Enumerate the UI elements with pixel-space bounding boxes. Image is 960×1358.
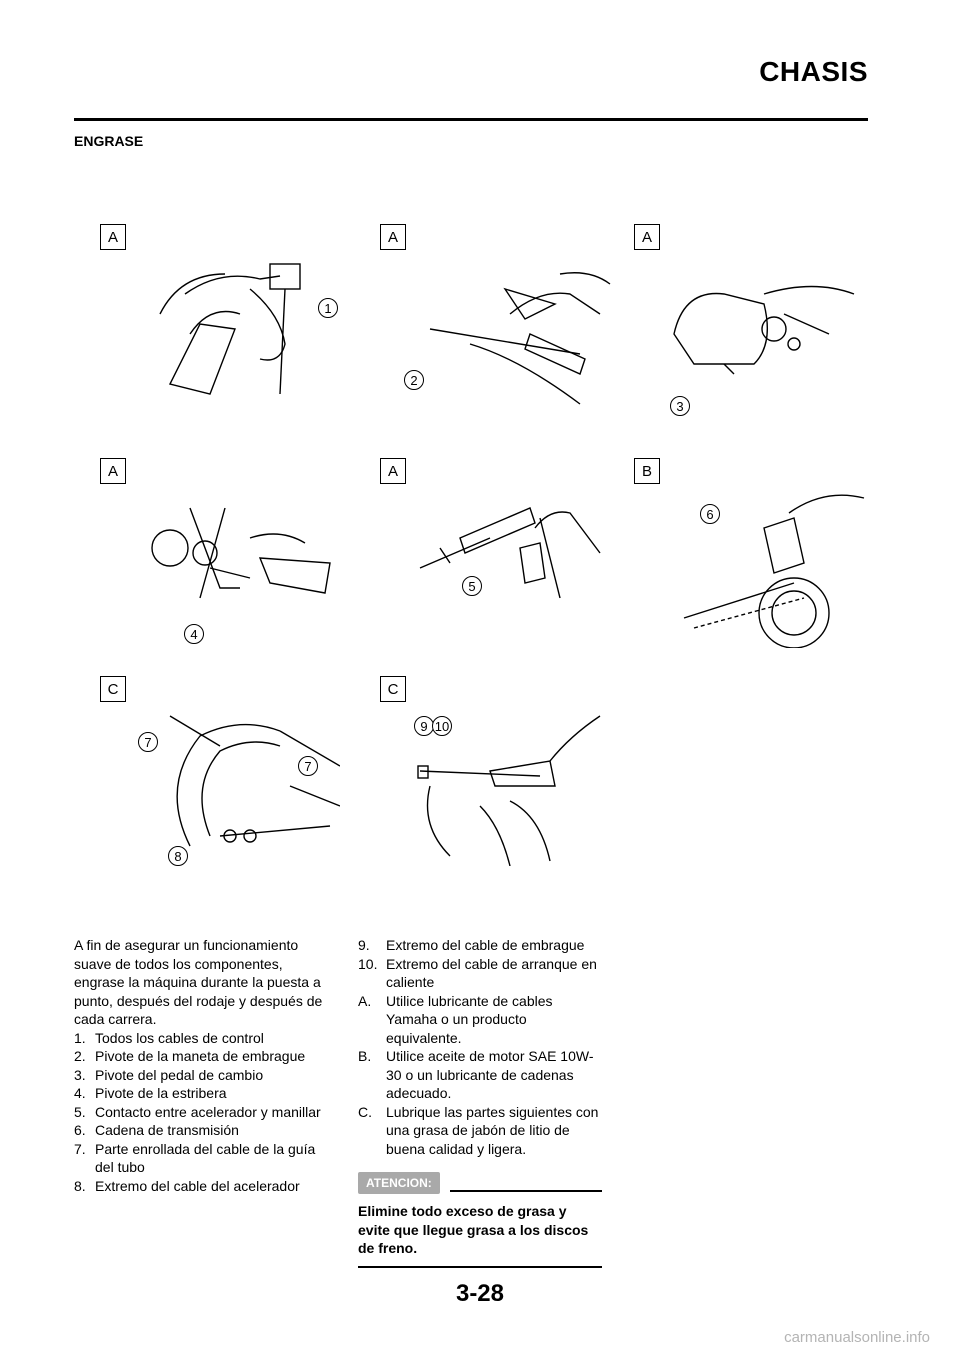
callout-6: 6 xyxy=(700,504,720,524)
figure-3 xyxy=(634,224,874,424)
page-header-title: CHASIS xyxy=(759,56,868,87)
callout-4: 4 xyxy=(184,624,204,644)
callout-9: 9 xyxy=(414,716,434,736)
list-item: A. Utilice lubricante de cables Yamaha o un producto equivalente. xyxy=(358,992,553,1046)
figure-label: A xyxy=(634,224,660,250)
list-item: 4. Pivote de la estribera xyxy=(74,1085,227,1101)
text-column-left xyxy=(74,936,336,1195)
header-rule xyxy=(74,118,868,121)
callout-8: 8 xyxy=(168,846,188,866)
illustration-clutch-lever xyxy=(410,234,620,414)
list-item: 1. Todos los cables de control xyxy=(74,1029,264,1046)
list-item: 7. Parte enrollada del cable de la guía del tubo xyxy=(74,1140,316,1175)
callout-1: 1 xyxy=(318,298,338,318)
figure-label: B xyxy=(634,458,660,484)
figure-label: C xyxy=(100,676,126,702)
section-title: ENGRASE xyxy=(74,133,144,149)
text-column-middle xyxy=(358,936,602,1268)
caution-text: Elimine todo exceso de grasa y evite que llegue grasa a los discos de freno. xyxy=(358,1203,589,1256)
illustration-throttle-grip xyxy=(410,468,620,648)
figure-1 xyxy=(100,224,340,424)
page-number: 3-28 xyxy=(455,1280,505,1307)
list-item: B. Utilice aceite de motor SAE 10W-30 o un lubricante de cadenas adecuado. xyxy=(358,1048,594,1101)
figure-5 xyxy=(380,458,620,658)
callout-7b: 7 xyxy=(298,756,318,776)
watermark: carmanualsonline.info xyxy=(784,1329,930,1346)
list-item: 3. Pivote del pedal de cambio xyxy=(74,1066,264,1083)
callout-3: 3 xyxy=(670,396,690,416)
figure-label: A xyxy=(380,458,406,484)
figure-6 xyxy=(634,458,874,658)
illustration-shift-pedal xyxy=(664,234,874,414)
callout-7a: 7 xyxy=(138,732,158,752)
list-item: C. Lubrique las partes siguientes con una grasa de jabón de litio de buena calidad y ligera. xyxy=(358,1103,599,1157)
figure-2 xyxy=(380,224,620,424)
callout-10: 10 xyxy=(432,716,452,736)
illustration-spray-cable xyxy=(130,234,340,414)
figure-label: A xyxy=(100,224,126,250)
caution-box xyxy=(358,1172,602,1268)
list-item: 10. Extremo del cable de arranque en caliente xyxy=(358,955,597,990)
intro-paragraph: A fin de asegurar un funcionamiento suave de todos los componentes, engrase la máquina durante la puesta a punto, después del rodaje y después de cada carrera. xyxy=(74,937,323,1027)
figure-label: C xyxy=(380,676,406,702)
illustration-footrest-pivot xyxy=(130,468,340,648)
list-item: 6. Cadena de transmisión xyxy=(74,1122,239,1138)
list-item: 2. Pivote de la maneta de embrague xyxy=(74,1048,306,1064)
caution-rule xyxy=(450,1190,602,1192)
illustration-drive-chain xyxy=(664,468,874,648)
list-item: 9. Extremo del cable de embrague xyxy=(358,937,585,953)
callout-2: 2 xyxy=(404,370,424,390)
callout-5: 5 xyxy=(462,576,482,596)
caution-bottom-rule xyxy=(358,1266,602,1268)
list-item: 8. Extremo del cable del acelerador xyxy=(74,1177,300,1194)
caution-label: ATENCION: xyxy=(358,1172,440,1195)
list-item: 5. Contacto entre acelerador y manillar xyxy=(74,1103,321,1120)
illustration-cable-end xyxy=(410,686,620,866)
figure-8 xyxy=(380,676,620,876)
illustration-throttle-housing xyxy=(130,686,340,866)
figure-7 xyxy=(100,676,340,876)
figure-label: A xyxy=(100,458,126,484)
figure-4 xyxy=(100,458,340,658)
figure-label: A xyxy=(380,224,406,250)
